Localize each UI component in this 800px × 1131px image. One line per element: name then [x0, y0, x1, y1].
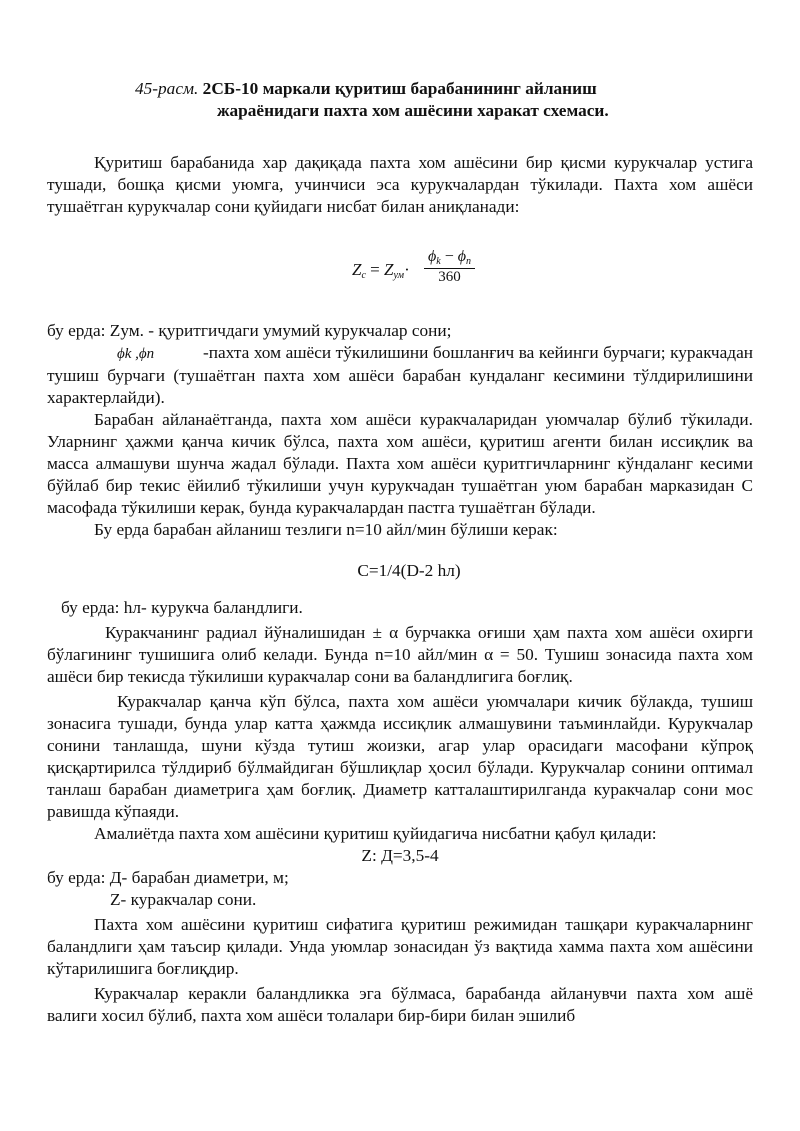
formula-fraction — [424, 248, 475, 286]
fraction-denominator: 360 — [438, 269, 461, 285]
figure-caption — [47, 78, 753, 122]
paragraph-14: Куракчалар керакли баландликка эга бўлмаса, барабанда айланувчи пахта хом ашё валиги хосил бўлиб, пахта хом ашёси толалари бир-бири билан эшилиб — [47, 984, 753, 1025]
formula-c: C=1/4(D-2 hл) — [357, 561, 461, 580]
document-page — [47, 78, 753, 1027]
paragraph-13: Пахта хом ашёсини қуритиш сифатига қуритиш режимидан ташқари куракчаларнинг баландлиги ҳам таъсир қилади. Унда уюмлар зонасидан ўз вақтида хамма пахта хом ашёсини кўтарилишига боғлиқдир. — [47, 915, 753, 978]
paragraph-6: бу ерда: hл- курукча баландлиги. — [61, 598, 303, 617]
paragraph-8: Куракчалар қанча кўп бўлса, пахта хом ашёси уюмчалари кичик бўлакда, тушиш зонасига тушади, бунда улар катта ҳажмда иссиқлик алмашувини таъминлайди. Курукчалар сонини танлашда, шуни кўзда тутиш жоизки, агар улар орасидаги масофани кўпроқ қисқартирилса тўлдириб бўлмайдиган бўшлиқлар ҳосил бўлади. Курукчалар сонини оптимал танлаш барабан диаметрига ҳам боғлиқ. Диаметр катталаштирилганда куракчалар сони мос равишда кўпаяди. — [47, 692, 753, 821]
paragraph-5: Бу ерда барабан айланиш тезлиги n=10 айл/мин бўлиши керак: — [94, 520, 558, 539]
paragraph-2: бу ерда: Zум. - қуритгичдаги умумий курукчалар сони; — [47, 321, 452, 340]
paragraph-7: Куракчанинг радиал йўналишидан ± α бурчакка оғиши ҳам пахта хом ашёси охирги бўлагининг тушишига олиб келади. Бунда n=10 айл/мин α = 50. Тушиш зонасида пахта хом ашёси бир текисда тўкилиши куракчалар сони ва баландлигига боғлиқ. — [47, 623, 753, 686]
fraction-numerator: $\phi_k - \phi_n$ — [428, 248, 472, 267]
ratio-formula: Z: Д=3,5-4 — [361, 846, 439, 865]
paragraph-3: ϕk ,ϕn -пахта хом ашёси тўкилишини бошланғич ва кейинги бурчаги; куракчадан тушиш бурчаги (тушаётган пахта хом ашёси барабан кундаланг кесимини тўлдирилишини характерлайди). — [47, 343, 753, 407]
caption-line-1: 2СБ-10 маркали қуритиш барабанининг айланиш — [202, 79, 597, 98]
phi-symbols: ϕk ,ϕn — [117, 346, 155, 362]
formula-lhs: $Z_c = Z_{ум}\cdot$ — [352, 260, 410, 281]
paragraph-4: Барабан айланаётганда, пахта хом ашёси куракчаларидан уюмчалар бўлиб тўкилади. Уларнинг ҳажми қанча кичик бўлса, пахта хом ашёси, қуритиш агенти билан иссиқлик ва масса алмашуви шунча жадал бўлади. Пахта хом ашёси қуритгичларнинг кўндаланг кесими бўйлаб бир текис ёйилиб тўкилиши учун курукчадан тушаётган уюм барабан марказидан С масофада тўкилиши керак, бунда куракчалардан пастга тушаётган бўлади. — [47, 410, 753, 517]
paragraph-12: Z- куракчалар сони. — [110, 890, 257, 909]
paragraph-1: Қуритиш барабанида хар дақиқада пахта хом ашёсини бир қисми курукчалар устига тушади, бошқа қисми уюмга, учинчиси эса курукчалардан тўкилади. Пахта хом ашёси тушаётган курукчалар сони қуйидаги нисбат билан аниқланади: — [47, 153, 753, 216]
paragraph-9: Амалиётда пахта хом ашёсини қуритиш қуйидагича нисбатни қабул қилади: — [94, 824, 657, 843]
paragraph-11: бу ерда: Д- барабан диаметри, м; — [47, 868, 289, 887]
caption-prefix: 45-расм. — [135, 79, 199, 98]
caption-line-2: жараёнидаги пахта хом ашёсини харакат схемаси. — [217, 101, 609, 120]
formula-zc — [47, 242, 753, 300]
